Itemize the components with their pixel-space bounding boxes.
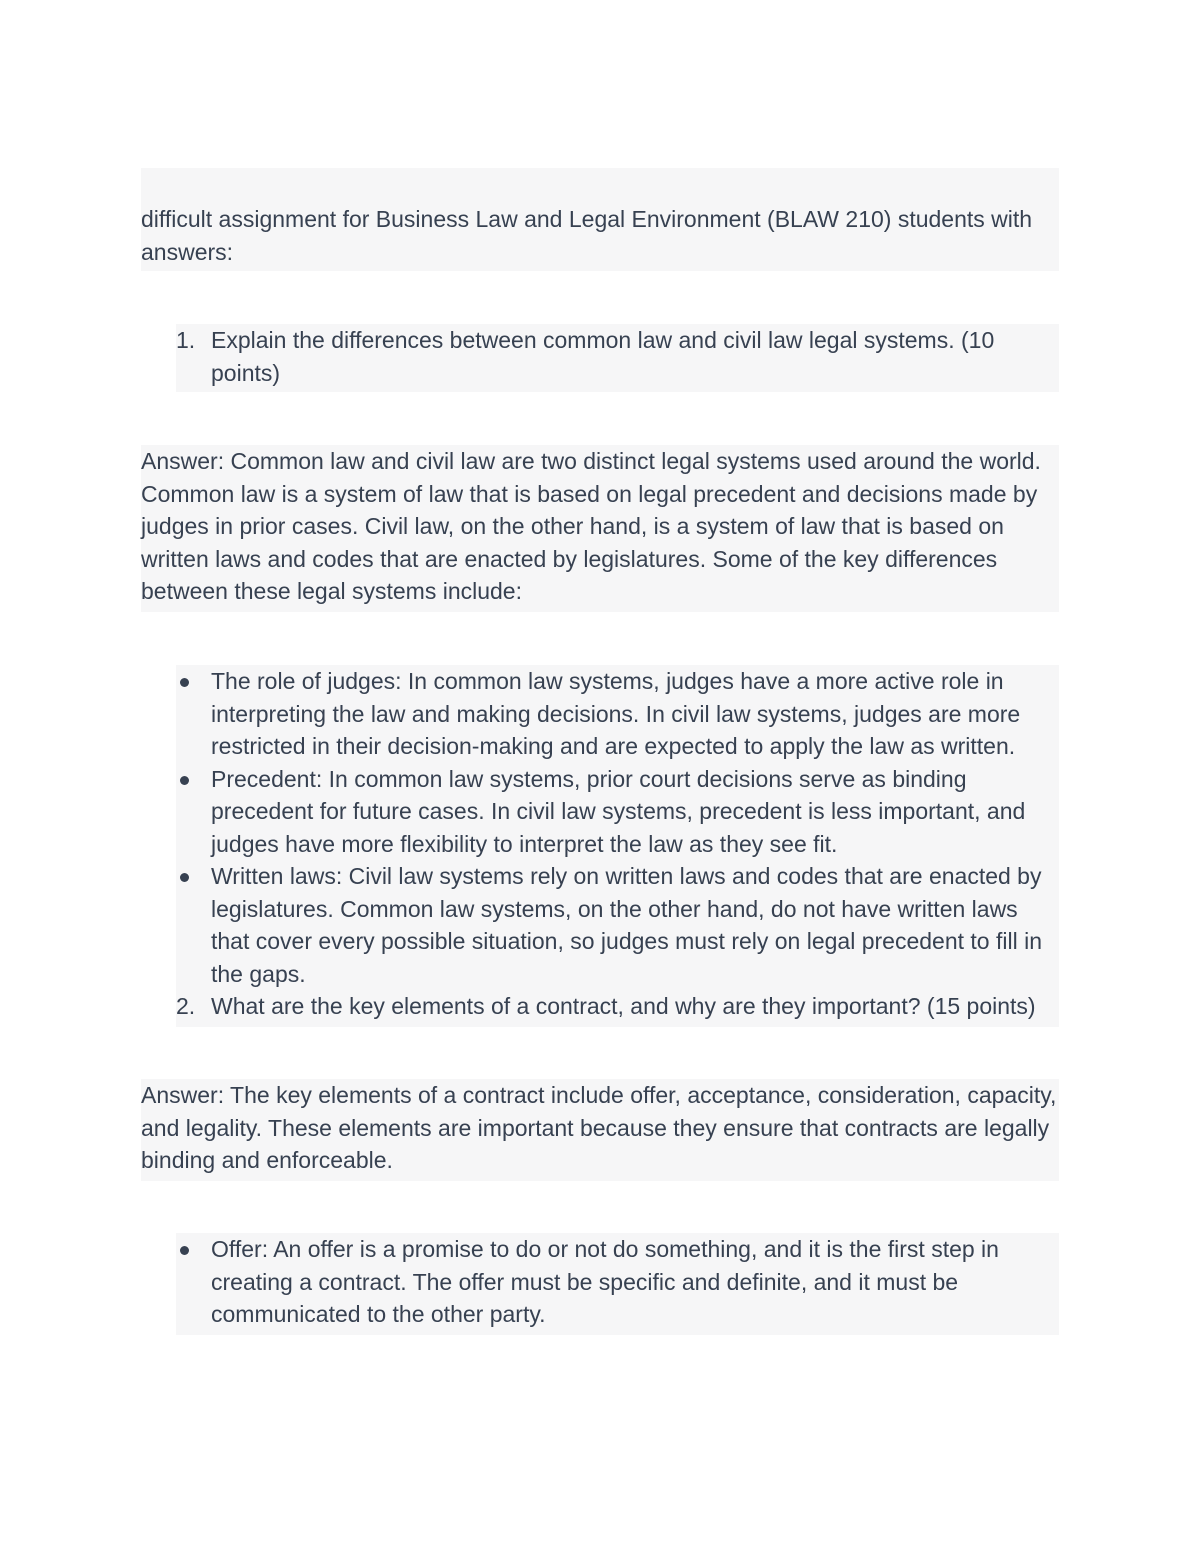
list-item xyxy=(176,665,1059,763)
bullet-text: The role of judges: In common law systems, judges have a more active role in interpreting the law and making decisions. In civil law systems, judges are more restricted in their decision-making and are expected to apply the law as written. xyxy=(211,668,1021,759)
question-2-number: 2. xyxy=(176,993,196,1019)
bullet-text: Offer: An offer is a promise to do or not do something, and it is the first step in creating a contract. The offer must be specific and definite, and it must be communicated to the other party. xyxy=(211,1236,999,1327)
intro-text: difficult assignment for Business Law and Legal Environment (BLAW 210) students with answers: xyxy=(141,206,1033,265)
answer-2-paragraph xyxy=(141,1079,1059,1181)
intro-paragraph xyxy=(141,168,1059,271)
list-item xyxy=(176,860,1059,990)
question-1-number: 1. xyxy=(176,327,196,353)
list-item xyxy=(176,763,1059,861)
list-item xyxy=(176,1233,1059,1331)
answer-1-paragraph xyxy=(141,445,1059,612)
answer-1-text: Answer: Common law and civil law are two distinct legal systems used around the world. Common law is a system of law that is based on legal precedent and decisions made by judges in prior cases. Civil law, on the other hand, is a system of law that is based on written laws and codes that are enacted by legislatures. Some of the key differences between these legal systems include: xyxy=(141,448,1041,604)
question-1-text: Explain the differences between common law and civil law legal systems. (10 points) xyxy=(211,327,995,386)
question-2 xyxy=(176,990,1059,1023)
bullet-text: Precedent: In common law systems, prior court decisions serve as binding precedent for future cases. In civil law systems, precedent is less important, and judges have more flexibility to interpret the law as they see fit. xyxy=(211,765,1026,857)
bullet-text: Written laws: Civil law systems rely on written laws and codes that are enacted by legislatures. Common law systems, on the other hand, do not have written laws that cover every possible situation, so judges must rely on legal precedent to fill in the gaps. xyxy=(211,863,1042,987)
bullet-icon xyxy=(180,776,189,785)
question-1 xyxy=(176,324,1059,392)
answer-2-text: Answer: The key elements of a contract include offer, acceptance, consideration, capacity, and legality. These elements are important because they ensure that contracts are legally binding and enforceable. xyxy=(141,1082,1057,1173)
answer-2-bullet-list xyxy=(176,1233,1059,1335)
bullet-icon xyxy=(180,1246,189,1255)
question-2-text: What are the key elements of a contract, and why are they important? (15 points) xyxy=(211,993,1036,1019)
bullet-icon xyxy=(180,873,189,882)
answer-1-bullet-list xyxy=(176,665,1059,1027)
bullet-icon xyxy=(180,678,189,687)
